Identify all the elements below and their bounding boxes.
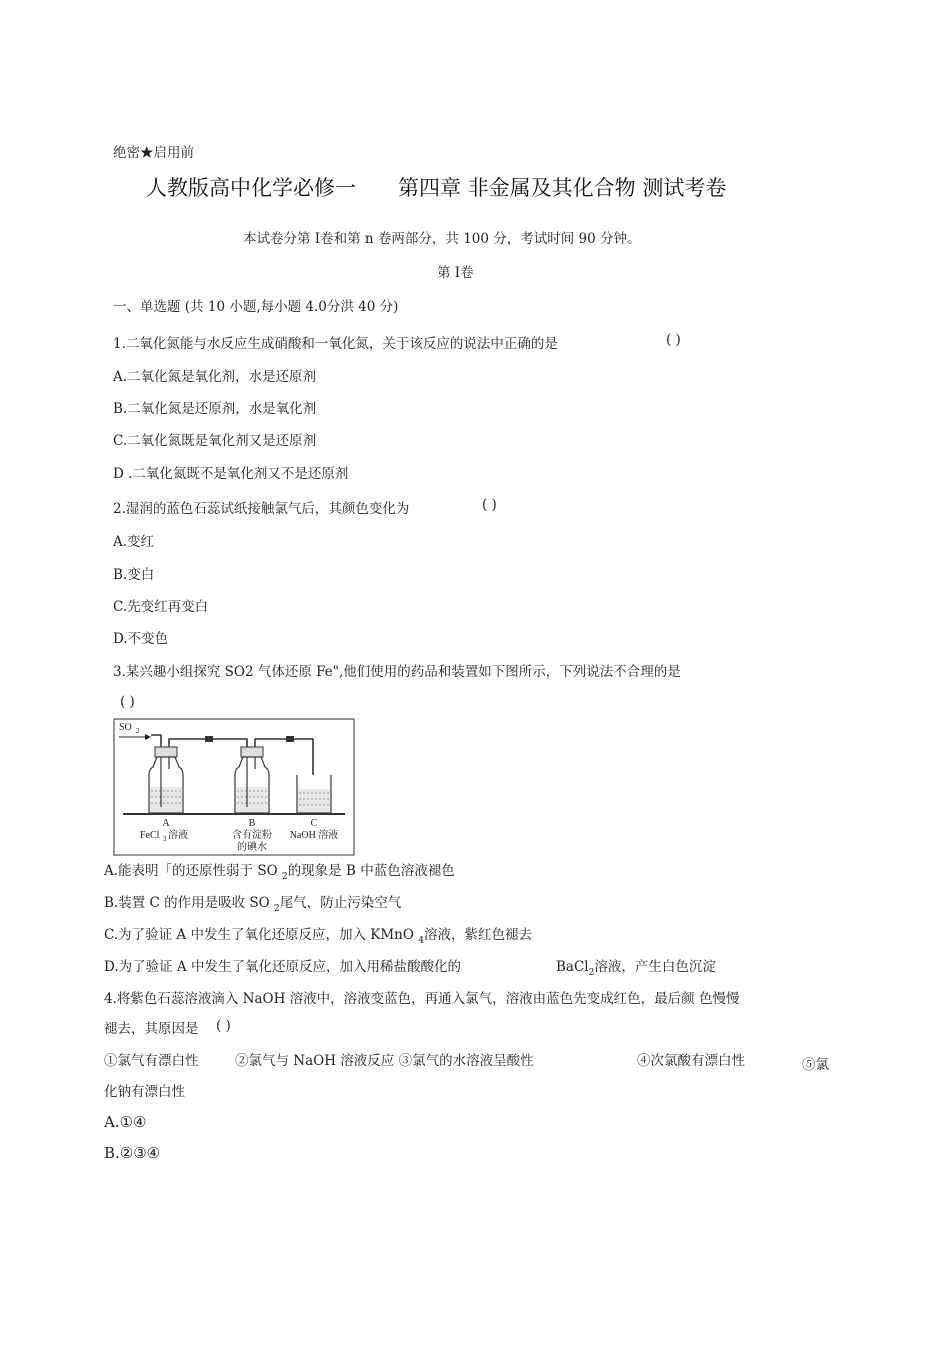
section-title: 一、单选题 (共 10 小题,每小题 4.0分洪 40 分) xyxy=(113,299,399,315)
question-4-choice-1: ①氯气有漂白性 xyxy=(104,1053,199,1069)
label-a-tail: 溶液 xyxy=(168,830,188,841)
question-4-option-b: B.②③④ xyxy=(104,1144,161,1162)
tube-clamp-2 xyxy=(286,736,294,742)
question-2-option-b: B.变白 xyxy=(113,567,155,583)
question-4-stem-line1: 4.将紫色石蕊溶液滴入 NaOH 溶液中，溶液变蓝色，再通入氯气，溶液由蓝色先变成红色，最后颜 色慢慢 xyxy=(104,991,740,1007)
question-2-option-c: C.先变红再变白 xyxy=(113,599,209,615)
question-1-option-a: A.二氧化氮是氧化剂，水是还原剂 xyxy=(113,369,317,385)
question-3-option-c: C.为了验证 A 中发生了氧化还原反应，加入 KMnO $_4$溶液，紫红色褪去 xyxy=(104,927,532,946)
gas-label-sub: 2 xyxy=(136,727,140,735)
secret-mark: 绝密★启用前 xyxy=(113,145,194,161)
question-2-option-d: D.不变色 xyxy=(113,631,169,647)
exam-info: 本试卷分第 I卷和第 n 卷两部分，共 100 分，考试时间 90 分钟。 xyxy=(243,231,641,247)
question-4-choice-5-cont: 化钠有漂白性 xyxy=(104,1084,185,1100)
question-1-option-b: B.二氧化氮是还原剂，水是氧化剂 xyxy=(113,401,317,417)
question-3-option-b: B.装置 C 的作用是吸收 SO $_2$尾气，防止污染空气 xyxy=(104,895,402,914)
label-c-letter: C xyxy=(310,818,318,829)
label-a-letter: A xyxy=(162,818,170,829)
question-1-stem: 1.二氧化氮能与水反应生成硝酸和一氧化氮，关于该反应的说法中正确的是 xyxy=(113,336,558,352)
question-3-answer-blank: ( ) xyxy=(120,694,135,710)
question-1-option-d: D .二氧化氮既不是氧化剂又不是还原剂 xyxy=(113,466,349,482)
question-4-choice-2-3: ②氯气与 NaOH 溶液反应 ③氯气的水溶液呈酸性 xyxy=(235,1053,534,1069)
question-2-option-a: A.变红 xyxy=(113,534,155,550)
beaker-c xyxy=(297,775,331,813)
label-a-line1: FeCl xyxy=(140,830,160,841)
question-3-option-d-tail: BaCl$_2$溶液，产生白色沉淀 xyxy=(556,959,716,978)
label-b-line2: 的碘水 xyxy=(237,842,267,853)
question-1-option-c: C.二氧化氮既是氧化剂又是还原剂 xyxy=(113,433,317,449)
question-4-answer-blank: ( ) xyxy=(216,1018,231,1034)
question-1-answer-blank: ( ) xyxy=(666,332,681,348)
apparatus-figure xyxy=(113,717,357,857)
page-title-part1: 人教版高中化学必修一 xyxy=(146,176,356,200)
question-2-answer-blank: ( ) xyxy=(482,497,497,513)
gas-label: SO xyxy=(119,722,132,733)
question-4-choice-5: ⑤氯 xyxy=(802,1057,829,1073)
question-3-stem: 3.某兴趣小组探究 SO2 气体还原 Fe",他们使用的药品和装置如下图所示，下列说法不合理的是 xyxy=(113,664,681,680)
question-4-option-a: A.①④ xyxy=(104,1113,147,1131)
question-2-stem: 2.湿润的蓝色石蕊试纸接触氯气后，其颜色变化为 xyxy=(113,501,410,517)
page-title-part2: 第四章 非金属及其化合物 测试考卷 xyxy=(398,176,727,200)
label-c-line1: NaOH 溶液 xyxy=(289,830,339,841)
label-a-sub: 3 xyxy=(163,835,167,843)
label-b-letter: B xyxy=(248,818,256,829)
tube-clamp-1 xyxy=(205,736,213,742)
question-3-option-a: A.能表明「的还原性弱于 SO $_2$的现象是 B 中蓝色溶液褪色 xyxy=(104,863,455,882)
volume-label: 第 I卷 xyxy=(437,265,474,281)
question-4-choice-4: ④次氯酸有漂白性 xyxy=(637,1053,745,1069)
question-3-option-d: D.为了验证 A 中发生了氧化还原反应，加入用稀盐酸酸化的 xyxy=(104,959,461,975)
question-4-stem-line2: 褪去，其原因是 xyxy=(104,1021,199,1037)
label-b-line1: 含有淀粉 xyxy=(232,830,272,841)
